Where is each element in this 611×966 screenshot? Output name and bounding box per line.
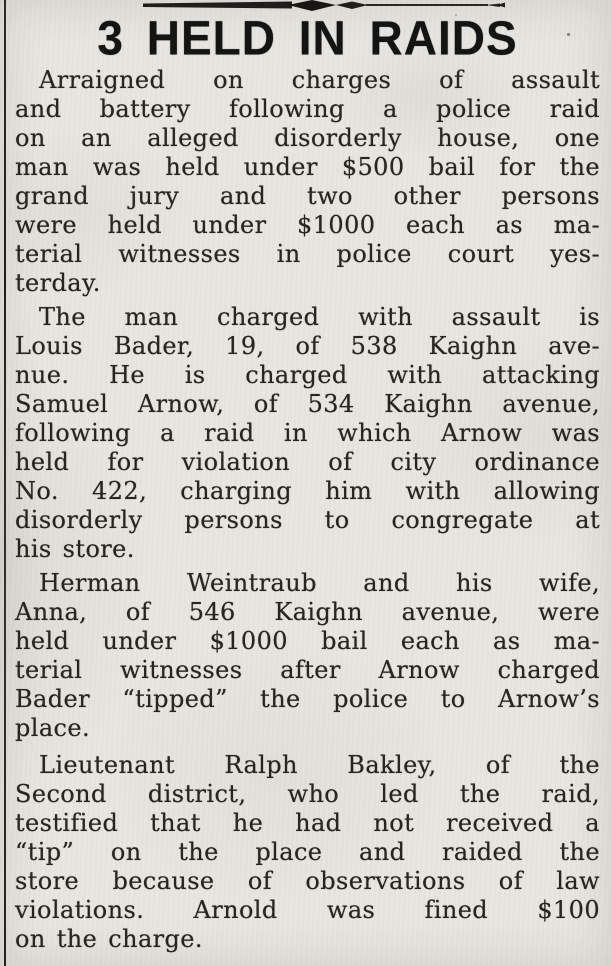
- article-line: Lieutenant Ralph Bakley, of the: [39, 751, 600, 779]
- headline: 3 HELD IN RAIDS: [97, 10, 518, 66]
- paragraph-1: [15, 66, 600, 298]
- article-line: man was held under $500 bail for the: [15, 153, 600, 181]
- article-line: No. 422, charging him with allowing: [15, 477, 600, 505]
- article-line: store because of observations of law: [15, 867, 600, 895]
- article-line: violations. Arnold was fined $100: [15, 896, 600, 924]
- article-line: Louis Bader, 19, of 538 Kaighn ave-: [15, 332, 600, 360]
- article-line: on an alleged disorderly house, one: [15, 124, 600, 152]
- article-line: grand jury and two other persons: [15, 182, 600, 210]
- article-line: place.: [15, 714, 91, 742]
- article-line: Samuel Arnow, of 534 Kaighn avenue,: [15, 390, 600, 418]
- article-line: held for violation of city ordinance: [15, 448, 600, 476]
- article-line: Bader “tipped” the police to Arnow’s: [15, 685, 600, 713]
- paragraph-4: [15, 751, 600, 954]
- article-line: terial witnesses in police court yes-: [15, 240, 600, 268]
- article-line: Anna, of 546 Kaighn avenue, were: [15, 598, 600, 626]
- article-line: nue. He is charged with attacking: [15, 361, 600, 389]
- article-line: Herman Weintraub and his wife,: [39, 569, 600, 597]
- paragraph-3: [15, 569, 600, 743]
- article-line: following a raid in which Arnow was: [15, 419, 600, 447]
- article-line: and battery following a police raid: [15, 95, 600, 123]
- article-line: Arraigned on charges of assault: [39, 66, 600, 94]
- article-line: The man charged with assault is: [39, 303, 600, 331]
- article-line: terial witnesses after Arnow charged: [15, 656, 600, 684]
- article-line: disorderly persons to congregate at: [15, 506, 600, 534]
- article-line: testified that he had not received a: [15, 809, 600, 837]
- article-line: terday.: [15, 269, 101, 297]
- article-line: his store.: [15, 535, 135, 563]
- article-line: Second district, who led the raid,: [15, 780, 600, 808]
- article-line: were held under $1000 each as ma-: [15, 211, 600, 239]
- paragraph-2: [15, 303, 600, 564]
- article-line: held under $1000 bail each as ma-: [15, 627, 600, 655]
- article-line: “tip” on the place and raided the: [15, 838, 600, 866]
- article-line: on the charge.: [15, 925, 203, 953]
